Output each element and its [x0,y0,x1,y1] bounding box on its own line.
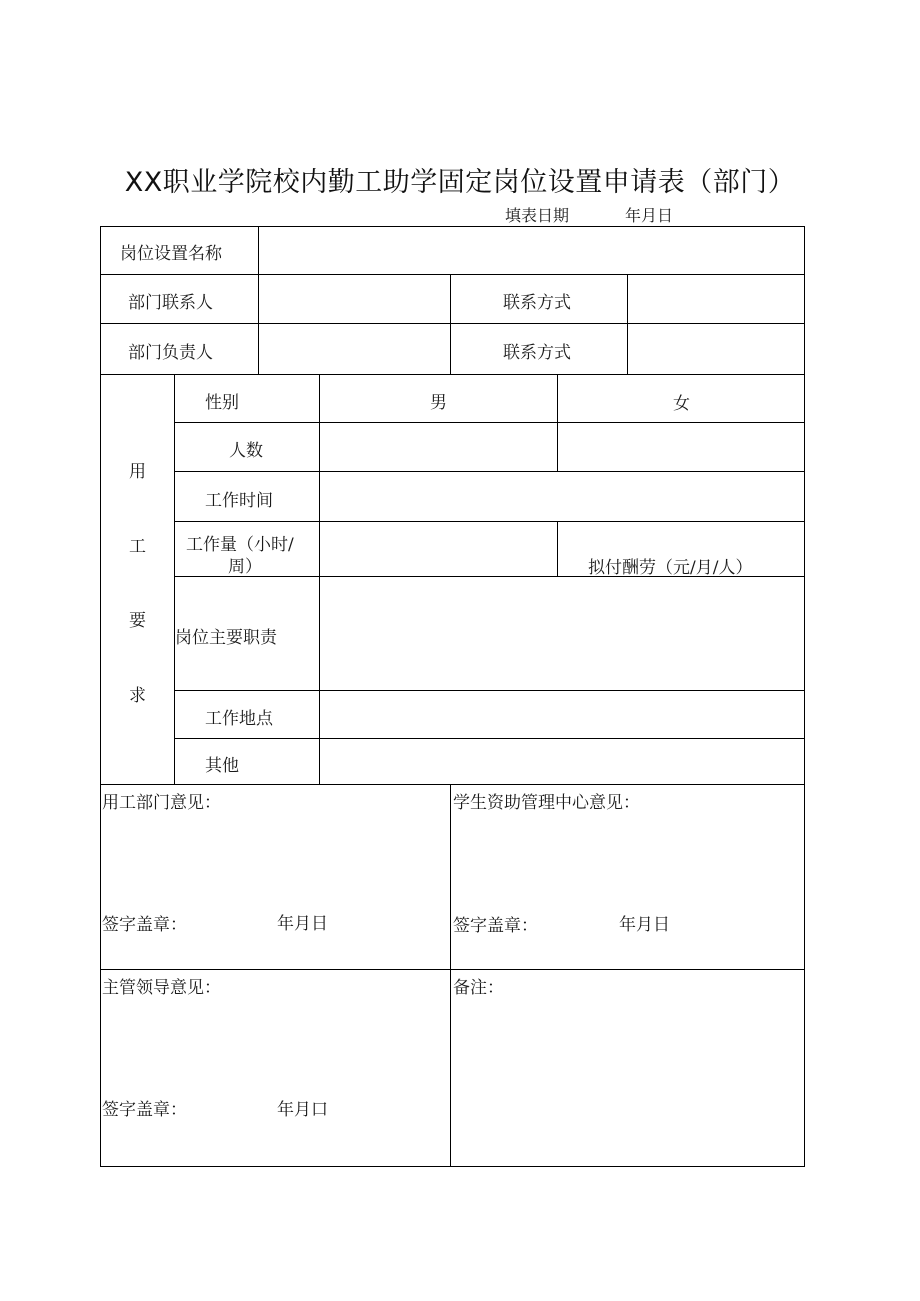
dept-contact-field[interactable] [258,274,451,324]
employment-side-char-4: 求 [129,686,146,706]
pay-label: 拟付酬劳（元/月/人） [588,558,753,578]
fill-date-label: 填表日期 [505,206,570,225]
leader-sign-seal-label: 签字盖章： [102,1100,187,1120]
employment-side-char-3: 要 [129,611,146,631]
post-name-label: 岗位设置名称 [120,244,222,264]
dept-sign-date: 年月日 [277,914,328,934]
center-sign-date: 年月日 [619,915,670,935]
contact-method-2-label: 联系方式 [503,343,571,363]
contact-method-2-field[interactable] [627,323,805,375]
employment-side-char-2: 工 [129,537,146,557]
fill-date [505,203,673,226]
workload-field[interactable] [319,521,558,577]
workload-label-line1: 工作量（小时/ [186,535,294,555]
contact-method-field[interactable] [627,274,805,324]
other-label-cell [174,738,320,785]
form-title: XX职业学院校内勤工助学固定岗位设置申请表（部门） [124,167,796,198]
headcount-female-field[interactable] [557,422,805,472]
dept-head-field[interactable] [258,323,451,375]
dept-contact-label: 部门联系人 [128,293,213,313]
post-name-field[interactable] [258,226,805,275]
work-time-label: 工作时间 [205,491,273,511]
dept-sign-seal-label: 签字盖章： [102,915,187,935]
gender-label-cell [174,374,320,423]
duties-field[interactable] [319,576,805,691]
headcount-label: 人数 [229,441,263,461]
contact-method-label: 联系方式 [503,293,571,313]
employment-side-char-1: 用 [129,462,146,482]
leader-opinion-label: 主管领导意见： [102,978,221,998]
dept-opinion-label: 用工部门意见： [102,793,221,813]
employment-side-cell [100,374,175,785]
other-label: 其他 [205,756,239,776]
remarks-label: 备注： [453,978,504,998]
other-field[interactable] [319,738,805,785]
location-field[interactable] [319,690,805,739]
female-header: 女 [673,394,690,414]
work-time-field[interactable] [319,471,805,522]
gender-label: 性别 [205,393,239,413]
male-header: 男 [430,393,447,413]
workload-label-line2: 周） [228,557,262,577]
leader-sign-date: 年月口 [277,1100,328,1120]
fill-date-ymd: 年月日 [625,206,674,225]
headcount-male-field[interactable] [319,422,558,472]
center-opinion-label: 学生资助管理中心意见： [453,793,640,813]
duties-label: 岗位主要职责 [175,628,277,648]
center-sign-seal-label: 签字盖章： [453,916,538,936]
leader-opinion-box[interactable] [100,969,451,1167]
remarks-box[interactable] [450,969,805,1167]
location-label: 工作地点 [205,709,273,729]
dept-head-label: 部门负责人 [128,343,213,363]
